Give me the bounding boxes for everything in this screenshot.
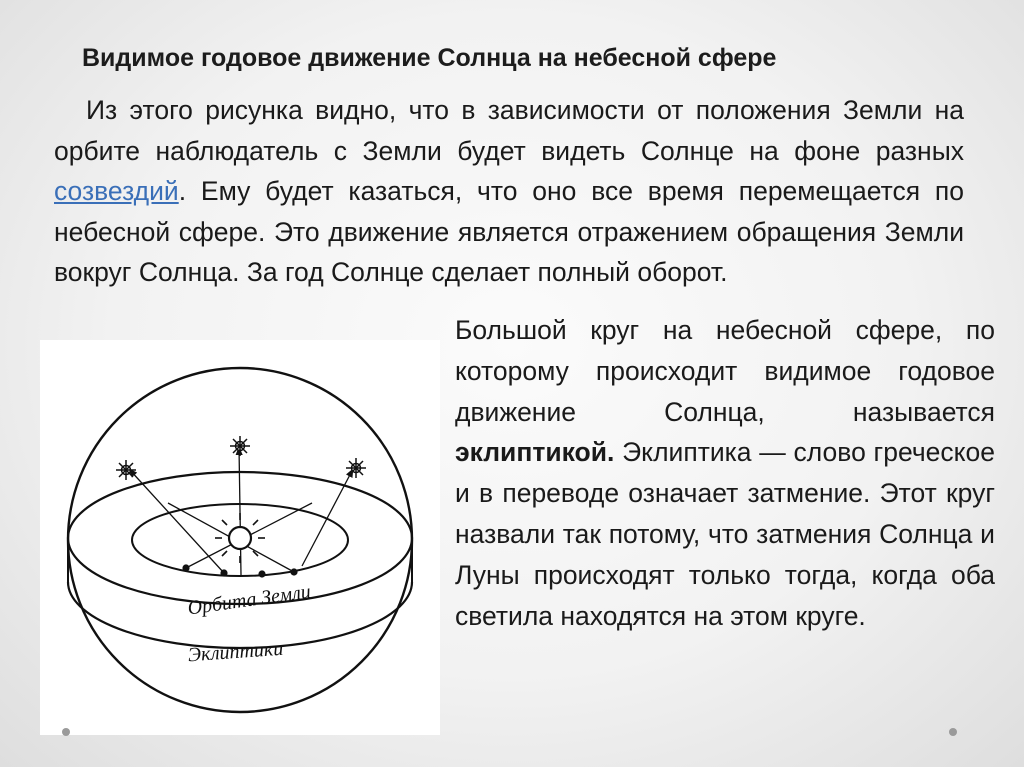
star-icon (116, 460, 136, 480)
ecliptic-label: Эклиптики (187, 637, 284, 667)
definition-text-end: Эклиптика — слово греческое и в переводе означает затмение. Этот круг назвали так потому, что затмения Солнца и Луны происходят только тогда, когда оба светила находятся на этом круге. (455, 437, 995, 631)
earth-position-icon (290, 568, 297, 575)
celestial-sphere-figure (40, 340, 440, 735)
ecliptic-term: эклиптикой. (455, 437, 615, 468)
constellations-link[interactable]: созвездий (54, 176, 179, 206)
intro-text-start: Из этого рисунка видно, что в зависимости от положения Земли на орбите наблюдатель с Земли будет видеть Солнце на фоне разных (54, 95, 964, 166)
orbit-label: Орбита Земли (186, 580, 313, 620)
ecliptic-definition (455, 310, 995, 636)
slide-title: Видимое годовое движение Солнца на небесной сфере (82, 44, 777, 72)
intro-text-end: . Ему будет казаться, что оно все время перемещается по небесной сфере. Это движение является отражением обращения Земли вокруг Солнца. За год Солнце сделает полный оборот. (54, 176, 964, 287)
corner-dot-right (949, 728, 957, 736)
corner-dot-left (62, 728, 70, 736)
earth-position-icon (258, 570, 265, 577)
earth-position-icon (182, 564, 189, 571)
star-icon (230, 436, 250, 456)
intro-paragraph (54, 90, 964, 293)
celestial-sphere-diagram (40, 340, 440, 735)
earth-position-icon (220, 569, 227, 576)
definition-text-start: Большой круг на небесной сфере, по которому происходит видимое годовое движение Солнца, называется (455, 315, 995, 427)
star-icon (346, 458, 366, 478)
